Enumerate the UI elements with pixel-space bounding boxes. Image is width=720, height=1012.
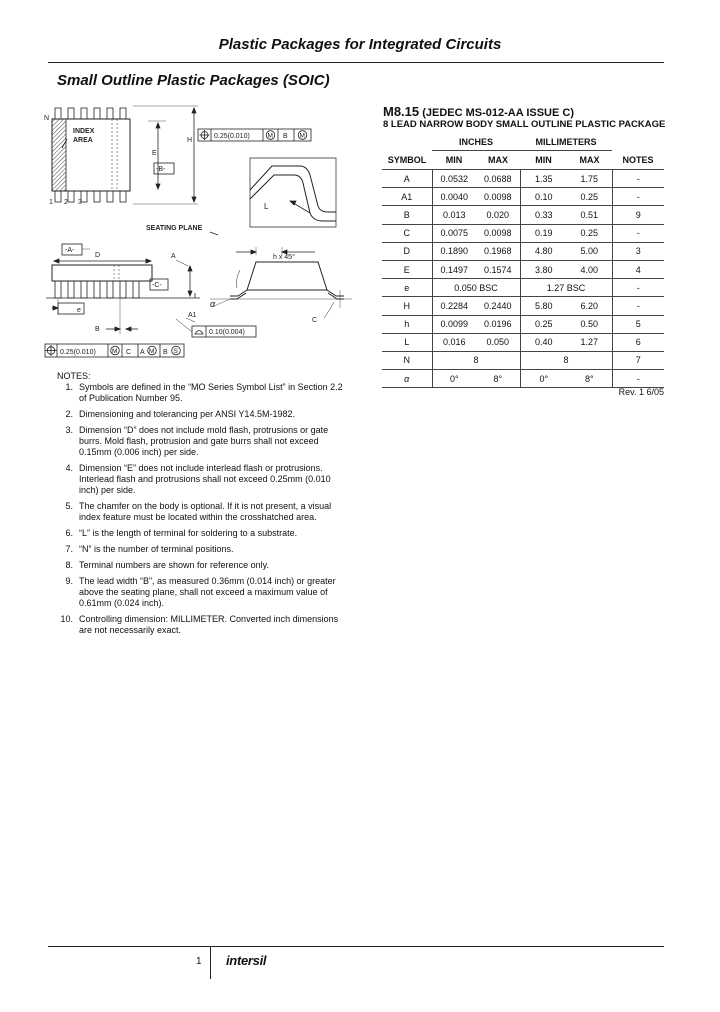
cell-symbol: A <box>382 170 432 188</box>
fcf-top-datum: B <box>283 133 288 140</box>
dimension-table <box>382 134 664 388</box>
note-text: The chamfer on the body is optional. If it is not present, a visual index feature must be located within the crosshatched area. <box>79 501 332 523</box>
side-view <box>45 225 256 357</box>
note-number: 10. <box>60 613 73 624</box>
label-a1: A1 <box>188 312 197 319</box>
lead-detail <box>250 158 336 227</box>
table-row <box>382 170 664 188</box>
seating-plane-label: SEATING PLANE <box>146 225 203 232</box>
note-number: 1. <box>65 382 73 392</box>
pin-2-label: 2 <box>64 199 68 206</box>
side-leads <box>55 281 139 298</box>
cell-mm-max: 5.00 <box>567 242 612 260</box>
cell-in-min: 0° <box>432 370 476 388</box>
cell-mm-min: 4.80 <box>520 242 567 260</box>
note-number: 6. <box>65 528 73 539</box>
cell-notes: - <box>612 188 664 206</box>
label-alpha: α <box>210 299 216 309</box>
cell-notes: 6 <box>612 333 664 351</box>
footer-divider <box>48 946 664 947</box>
cell-mm-max: 0.25 <box>567 224 612 242</box>
label-e-pitch: e <box>77 307 81 314</box>
note-number: 5. <box>65 501 73 512</box>
fcf-flatness <box>176 319 256 337</box>
fcf-bottom-tol: 0.25(0.010) <box>60 349 96 356</box>
index-area-hatch <box>52 119 66 191</box>
group-header-millimeters: MILLIMETERS <box>520 134 612 151</box>
cell-in-max: 0.1968 <box>476 242 520 260</box>
end-view <box>210 247 352 324</box>
intersil-logo: intersil <box>226 953 267 968</box>
package-jedec: (JEDEC MS-012-AA ISSUE C) <box>422 107 574 119</box>
fcf-top <box>198 129 311 141</box>
cell-notes: 7 <box>612 351 664 369</box>
table-header-row <box>382 151 664 170</box>
note-text: The lead width “B”, as measured 0.36mm (0.014 inch) or greater above the seating plane, shall not exceed a maximum value of 0.61mm (0.024 inch). <box>79 575 336 608</box>
cell-mm-min: 0.19 <box>520 224 567 242</box>
page-number: 1 <box>196 956 202 967</box>
table-row <box>382 279 664 297</box>
cell-in-max: 0.050 <box>476 333 520 351</box>
table-group-header-row <box>382 134 664 151</box>
table-row <box>382 188 664 206</box>
label-h: H <box>187 137 193 144</box>
fcf-bottom-s: S <box>173 348 178 355</box>
note-number: 2. <box>65 409 73 419</box>
section-title: Small Outline Plastic Packages (SOIC) <box>57 72 330 89</box>
cell-symbol: B <box>382 206 432 224</box>
cell-in-min: 0.1497 <box>432 260 476 278</box>
cell-in-max: 0.0098 <box>476 188 520 206</box>
label-n: N <box>44 115 50 122</box>
revision-label: Rev. 1 6/05 <box>618 387 664 397</box>
note-item <box>57 576 347 610</box>
label-index: INDEX <box>73 128 95 135</box>
cell-in-max: 0.0688 <box>476 170 520 188</box>
cell-in-span: 0.050 BSC <box>432 279 520 297</box>
label-l: L <box>264 202 269 211</box>
cell-mm-min: 3.80 <box>520 260 567 278</box>
cell-in-span: 8 <box>432 351 520 369</box>
cell-symbol: L <box>382 333 432 351</box>
package-id: M8.15 <box>383 104 420 119</box>
note-item <box>57 544 347 555</box>
cell-symbol: e <box>382 279 432 297</box>
col-in-max: MAX <box>488 155 508 165</box>
cell-symbol: D <box>382 242 432 260</box>
fcf-bottom-m2: M <box>149 348 155 355</box>
note-number: 4. <box>65 463 73 473</box>
cell-mm-min: 0° <box>520 370 567 388</box>
note-item <box>57 409 347 420</box>
col-notes: NOTES <box>622 154 654 165</box>
label-area: AREA <box>73 137 93 144</box>
cell-mm-min: 5.80 <box>520 297 567 315</box>
cell-mm-min: 0.33 <box>520 206 567 224</box>
package-outline-drawing <box>40 100 375 365</box>
datum-a: -A- <box>65 247 75 254</box>
cell-mm-min: 0.25 <box>520 315 567 333</box>
datum-b: -B- <box>156 166 166 173</box>
fcf-bottom-datum-b: B <box>163 349 168 356</box>
package-description: 8 LEAD NARROW BODY SMALL OUTLINE PLASTIC PACKAGE <box>383 119 666 130</box>
table-row <box>382 224 664 242</box>
note-item <box>57 425 347 459</box>
note-text: Controlling dimension: MILLIMETER. Converted inch dimensions are not necessarily exact. <box>79 613 339 635</box>
note-text: Dimensioning and tolerancing per ANSI Y14.5M-1982. <box>79 409 295 419</box>
notes-list <box>57 382 347 641</box>
cell-in-min: 0.013 <box>432 206 476 224</box>
table-row <box>382 333 664 351</box>
table-row <box>382 297 664 315</box>
table-row <box>382 351 664 369</box>
fcf-bottom-m1: M <box>112 348 118 355</box>
page-header-title: Plastic Packages for Integrated Circuits <box>218 36 502 53</box>
cell-symbol: N <box>382 351 432 369</box>
label-e: E <box>152 150 157 157</box>
note-item <box>57 614 347 636</box>
cell-in-min: 0.0075 <box>432 224 476 242</box>
fcf-top-m1: M <box>267 132 273 140</box>
fcf-top-tol: 0.25(0.010) <box>214 133 250 140</box>
cell-notes: - <box>612 170 664 188</box>
label-d: D <box>95 252 101 259</box>
cell-mm-span: 1.27 BSC <box>520 279 612 297</box>
cell-notes: 9 <box>612 206 664 224</box>
header-divider <box>48 62 664 63</box>
table-row <box>382 315 664 333</box>
fcf-bottom-datum-a: A <box>140 349 145 356</box>
note-number: 7. <box>65 544 73 554</box>
table-row <box>382 260 664 278</box>
cell-mm-max: 0.25 <box>567 188 612 206</box>
top-view <box>44 106 336 227</box>
cell-symbol: H <box>382 297 432 315</box>
cell-symbol: A1 <box>382 188 432 206</box>
cell-notes: - <box>612 297 664 315</box>
package-id-line <box>383 104 574 119</box>
cell-mm-span: 8 <box>520 351 612 369</box>
fcf-flat-tol: 0.10(0.004) <box>209 329 245 336</box>
cell-mm-max: 1.75 <box>567 170 612 188</box>
cell-symbol: C <box>382 224 432 242</box>
note-item <box>57 382 347 404</box>
note-item <box>57 560 347 571</box>
cell-in-max: 0.2440 <box>476 297 520 315</box>
cell-mm-max: 1.27 <box>567 333 612 351</box>
pin-3-label: 3 <box>78 199 82 206</box>
cell-symbol: α <box>382 370 432 388</box>
note-text: Dimension “E” does not include interlead flash or protrusions. Interlead flash and protrusions shall not exceed 0.25mm (0.010 inch) per side. <box>79 463 331 496</box>
note-item <box>57 501 347 523</box>
table-row <box>382 206 664 224</box>
cell-in-max: 8° <box>476 370 520 388</box>
cell-mm-min: 1.35 <box>520 170 567 188</box>
cell-mm-max: 6.20 <box>567 297 612 315</box>
cell-notes: 5 <box>612 315 664 333</box>
note-text: Symbols are defined in the “MO Series Symbol List” in Section 2.2 of Publication Number 95. <box>79 382 343 404</box>
table-row <box>382 370 664 388</box>
fcf-top-m2: M <box>299 132 305 140</box>
col-in-min: MIN <box>445 155 463 165</box>
col-symbol: SYMBOL <box>387 154 427 165</box>
datum-c: -C- <box>152 282 162 289</box>
cell-notes: - <box>612 370 664 388</box>
fcf-bottom <box>45 344 184 357</box>
cell-symbol: E <box>382 260 432 278</box>
note-number: 8. <box>65 559 73 570</box>
cell-notes: - <box>612 279 664 297</box>
note-number: 3. <box>65 424 73 435</box>
cell-in-max: 0.0196 <box>476 315 520 333</box>
cell-mm-min: 0.10 <box>520 188 567 206</box>
label-hx45: h x 45° <box>273 254 295 261</box>
cell-mm-min: 0.40 <box>520 333 567 351</box>
cell-in-min: 0.2284 <box>432 297 476 315</box>
cell-in-min: 0.1890 <box>432 242 476 260</box>
cell-in-max: 0.020 <box>476 206 520 224</box>
label-b: B <box>95 326 100 333</box>
cell-in-min: 0.0099 <box>432 315 476 333</box>
note-item <box>57 528 347 539</box>
note-text: “L” is the length of terminal for soldering to a substrate. <box>79 528 298 539</box>
cell-in-max: 0.1574 <box>476 260 520 278</box>
note-text: “N” is the number of terminal positions. <box>79 544 234 554</box>
col-mm-max: MAX <box>579 155 600 165</box>
note-text: Terminal numbers are shown for reference only. <box>79 559 269 570</box>
cell-in-max: 0.0098 <box>476 224 520 242</box>
col-mm-min: MIN <box>535 155 552 165</box>
label-c: C <box>312 317 318 324</box>
cell-mm-max: 0.51 <box>567 206 612 224</box>
note-item <box>57 463 347 497</box>
cell-mm-max: 4.00 <box>567 260 612 278</box>
cell-notes: 3 <box>612 242 664 260</box>
cell-in-min: 0.0040 <box>432 188 476 206</box>
footer-vertical-divider <box>210 946 211 979</box>
cell-mm-max: 0.50 <box>567 315 612 333</box>
pin-1-label: 1 <box>49 199 53 206</box>
notes-heading: NOTES: <box>57 371 91 381</box>
cell-notes: 4 <box>612 260 664 278</box>
note-text: Dimension “D” does not include mold flash, protrusions or gate burrs. Mold flash, protrusion and gate burrs shall not exceed 0.15mm (0.006 inch) per side. <box>79 424 329 458</box>
table-row <box>382 242 664 260</box>
note-number: 9. <box>65 575 73 586</box>
cell-symbol: h <box>382 315 432 333</box>
label-a: A <box>171 253 176 260</box>
cell-in-min: 0.016 <box>432 333 476 351</box>
cell-in-min: 0.0532 <box>432 170 476 188</box>
fcf-bottom-datum-c: C <box>126 349 132 356</box>
group-header-inches: INCHES <box>432 134 520 151</box>
cell-mm-max: 8° <box>567 370 612 388</box>
cell-notes: - <box>612 224 664 242</box>
